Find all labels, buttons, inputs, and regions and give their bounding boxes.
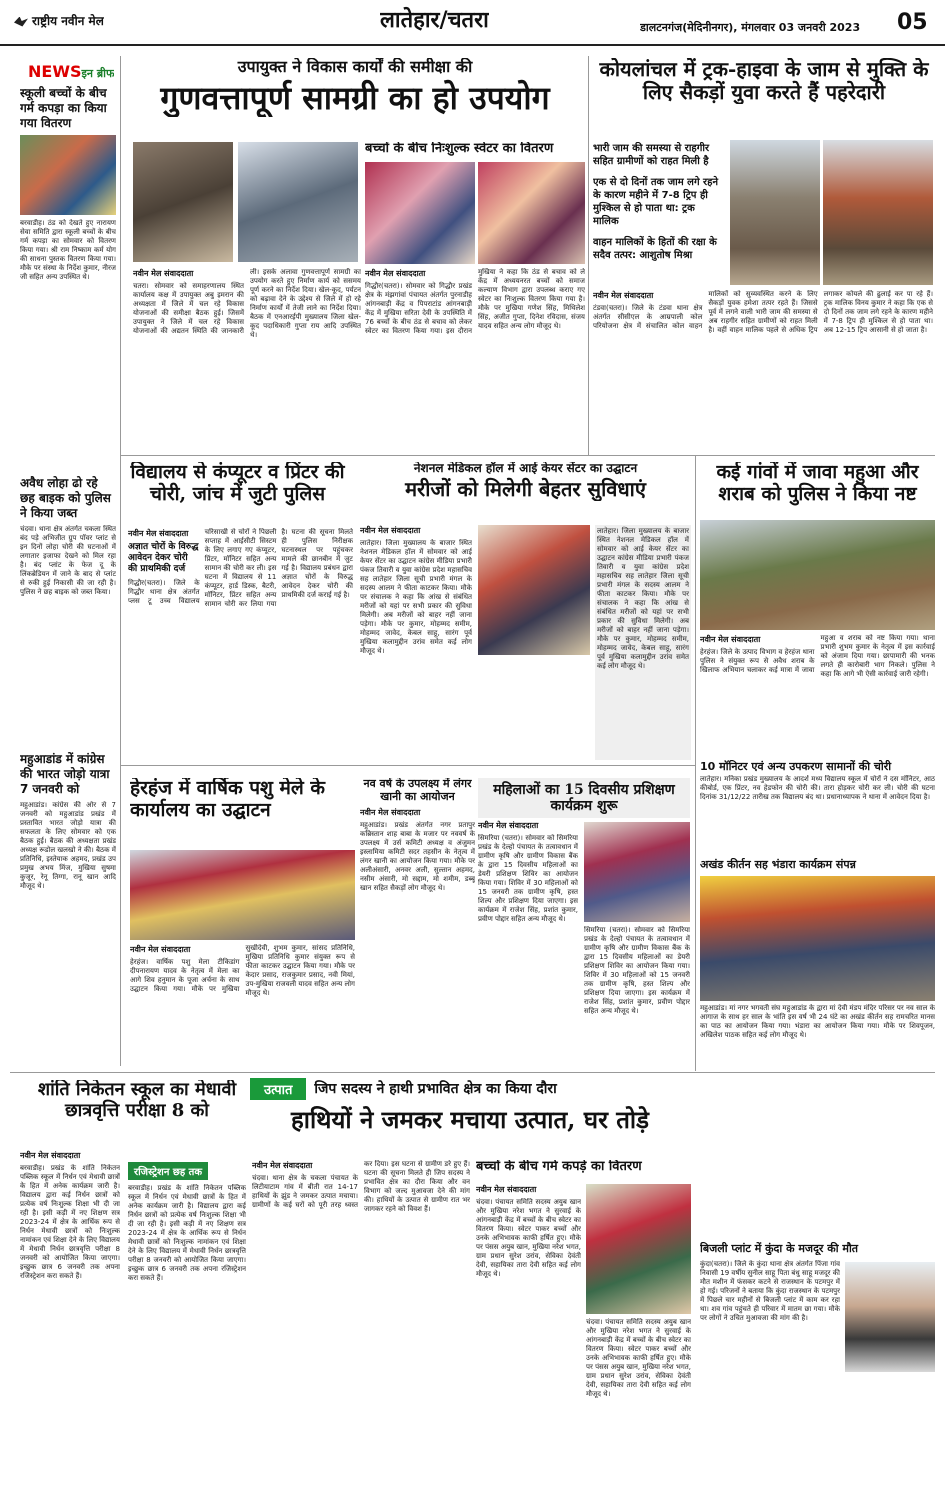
sweater-photo	[365, 162, 475, 264]
lead-text	[133, 268, 361, 448]
sweater-byline: नवीन मेल संवाददाता	[365, 269, 426, 278]
women-story	[478, 778, 690, 818]
warm-photo	[586, 1184, 691, 1314]
brief-photo	[20, 135, 116, 215]
brief-item	[20, 476, 116, 755]
warm-byline: नवीन मेल संवाददाता	[476, 1185, 537, 1194]
sweater-text	[365, 268, 585, 448]
truck-subheads	[593, 142, 723, 262]
elephant-kicker: जिप सदस्य ने हाथी प्रभावित क्षेत्र का किया दौरा	[314, 1080, 557, 1097]
lead-headline: गुणवत्तापूर्ण सामग्री का हो उपयोग	[160, 79, 550, 118]
divider	[120, 765, 695, 766]
cattle-story	[130, 778, 340, 822]
divider	[10, 1072, 935, 1073]
brief-headline: स्कूली बच्चों के बीच गर्म कपड़ा का किया गया वितरण	[20, 86, 107, 130]
warm-body-cont: चंदवा। पंचायत समिति सदस्य अयुब खान और मुखिया नरेश भगत ने सुरवाई के आंगनबाड़ी केंद्र में बच्चों के बीच स्वेटर का वितरण किया। स्वेटर पाकर बच्चों और उनके अभिभावक काफी हर्षित हुए। मौके पर पंसस अयुब खान, मुखिया नरेश भगत, ग्राम प्रधान सुरेश उरांव, सेविका देवंती देवी, सहायिका तारा देवी सहित कई लोग मौजूद थे।	[586, 1318, 691, 1398]
theft-story	[125, 462, 350, 506]
care-headline: मरीजों को मिलेगी बेहतर सुविधाएं	[405, 476, 646, 501]
divider	[588, 56, 589, 456]
warm-text	[476, 1184, 581, 1474]
liquor-headline: कई गांवों में जावा महुआ और शराब को पुलिस ने किया नष्ट	[716, 462, 919, 505]
warm-body: चंदवा। पंचायत समिति सदस्य अयुब खान और मुखिया नरेश भगत ने सुरवाई के आंगनबाड़ी केंद्र में बच्चों के बीच स्वेटर का वितरण किया। स्वेटर पाकर बच्चों और उनके अभिभावक काफी हर्षित हुए। मौके पर पंसस अयुब खान, मुखिया नरेश भगत, ग्राम प्रधान सुरेश उरांव, सेविका देवंती देवी, सहायिका तारा देवी सहित कई लोग मौजूद थे।	[476, 1198, 581, 1278]
liquor-text	[700, 634, 935, 754]
divider	[120, 455, 935, 456]
death-headline: बिजली प्लांट में कुंदा के मजदूर की मौत	[700, 1242, 859, 1255]
women-text-2	[584, 926, 690, 1066]
sweater-headline: बच्चों के बीच निःशुल्क स्वेटर का वितरण	[365, 142, 554, 156]
kirtan-headline: अखंड कीर्तन सह भंडारा कार्यक्रम संपन्न	[700, 858, 856, 871]
scholarship-byline: नवीन मेल संवाददाता	[20, 1151, 81, 1160]
care-story	[358, 462, 693, 501]
warm-clothes-story	[476, 1160, 691, 1175]
langar-byline: नवीन मेल संवाददाता	[360, 808, 421, 818]
elephant-headline: हाथियों ने जमकर मचाया उत्पात, घर तोड़े	[291, 1105, 649, 1134]
care-body: लातेहार। जिला मुख्यालय के बाजार स्थित नेशनल मेडिकल हॉल में सोमवार को आई केयर सेंटर का उद्घाटन कांग्रेस मीडिया प्रभारी पंकज तिवारी व युवा कांग्रेस प्रदेश महासचिव सह लातेहार जिला सूची प्रभारी मंगल के सदस्य आलम ने फीता काटकर किया। मौके पर संचालक ने कहा कि आंख से संबंधित मरीजों को यहां पर सभी प्रकार की सुविधा मिलेगी। अब मरीजों को बाहर नहीं जाना पड़ेगा। मौके पर कुमार, मोहम्मद समीम, मोहम्मद जावेद, केबल साहू, सारंग पूर्व मुखिया कलामुद्दीन उरांव समेत कई लोग मौजूद थे।	[360, 539, 472, 655]
lead-byline: नवीन मेल संवाददाता	[133, 269, 194, 278]
care-text-1	[360, 525, 472, 760]
cattle-photo	[130, 850, 355, 940]
liquor-body: हेरहंज। जिले के उत्पाद विभाग व हेरहंज थाना पुलिस ने संयुक्त रूप से अवैध शराब के खिलाफ अभियान चलाकर कई मात्रा में जावा महुआ व शराब को नष्ट किया गया। थाना प्रभारी शुभम कुमार के नेतृत्व में इस कार्रवाई को अंजाम दिया गया। छापामारी की भनक लगते ही कारोबारी भाग निकले। पुलिस ने कहा कि आगे भी ऐसी कार्रवाई जारी रहेगी।	[700, 634, 935, 678]
elephant-byline: नवीन मेल संवाददाता	[252, 1161, 313, 1170]
liquor-photo	[700, 520, 935, 630]
brief-item	[20, 86, 116, 399]
scholarship-text	[20, 1150, 120, 1475]
theft-subhead: अज्ञात चोरों के विरुद्ध आवेदन देकर चोरी की प्राथमिकी दर्ज	[128, 542, 199, 574]
brief-body: बरवाडीह। ठंड को देखते हुए नारायण सेवा समिति द्वारा स्कूली बच्चों के बीच गर्म कपड़ा का सोमवार को वितरण किया गया। श्री राम निष्काम कर्म योग की साधना पुस्तक वितरण किया गया। मौके पर संस्था के निर्देश कुमार, नीरज जी सहित अन्य उपस्थित थे।	[20, 219, 116, 281]
page-number: 05	[897, 10, 928, 35]
care-photo	[478, 525, 590, 655]
cattle-text	[130, 944, 355, 1066]
sweater-story	[365, 142, 585, 157]
brief-body: चंदवा। थाना क्षेत्र अंतर्गत चकला स्थित बंद पड़े अभिजीत ग्रुप पॉवर प्लांट से इन दिनों लोहा चोरी की घटनाओं में लगातार इजाफा देखने को मिल रहा है। बंद प्लांट के फेज दू के लिंकब्रेडियन में जाने के बाद से प्लांट से रुकी हुई निकासी की जा रही है। पुलिस ने छह बाइक को जब्त किया।	[20, 525, 116, 596]
truck-sub3: वाहन मालिकों के हितों की रक्षा के सदैव तत्पर: आशुतोष मिश्रा	[593, 237, 717, 261]
truck-photo	[730, 140, 820, 285]
scholarship-body: बरवाडीह। प्रखंड के शांति निकेतन पब्लिक स्कूल में निर्धन एवं मेधावी छात्रों के हित में अनेक कार्यक्रम जारी है। विद्यालय द्वारा कई निर्धन छात्रों को प्रत्येक वर्ष निःशुल्क शिक्षा भी दी जा रही है। इसी कड़ी में नए शिक्षण सत्र 2023-24 में क्षेत्र के आर्थिक रूप से निर्धन मेधावी छात्रों को निःशुल्क नामांकन एवं शिक्षा देने के लिए विद्यालय में मेधावी निर्धन छात्रवृत्ति परीक्षा 8 जनवरी को आयोजित किया जाएगा। इच्छुक छात्र 6 जनवरी तक अपना रजिस्ट्रेशन करा सकते हैं।	[20, 1164, 120, 1280]
care-byline: नवीन मेल संवाददाता	[360, 526, 421, 535]
kirtan-body: महुआडांड। मां नगर भगवती संघ महुआडांड के द्वारा मां देवी मंडप मंदिर परिसर पर नव साल के आगाज के साथ हर साल के भांति इस वर्ष भी 24 घंटे का अखंड कीर्तन सह रामचरित मानस का पाठ का आयोजन किया गया। भंडारा का आयोजन किया गया। मौके पर शिवपूजन, अखिलेश पाठक सहित कई लोग मौजूद थे।	[700, 1004, 935, 1039]
monitor-brief	[700, 760, 935, 865]
care-kicker: नेशनल मेडिकल हॉल में आई केयर सेंटर का उद्घाटन	[413, 462, 638, 475]
elephant-story	[250, 1078, 690, 1134]
divider	[120, 56, 121, 1066]
truck-headline: कोयलांचल में ट्रक-हाइवा के जाम से मुक्ति के लिए सैकड़ों युवा करते हैं पहरेदारी	[599, 58, 929, 104]
brand-logo	[14, 12, 104, 29]
death-body: कुंदा(चतरा)। जिले के कुंदा थाना क्षेत्र अंतर्गत पिंजा गांव निवासी 19 वर्षीय सुनील साहू पिता बंधु साहू मजदूर की मौत मशीन में फंसकर कटने से राजस्थान के पटमपुर में हो गई। परिजनों ने बताया कि कुंदा राजस्थान के पटमपुर में पिछले चार महीनों से बिजली प्लांट में काम कर रहा था। शव गांव पहुंचते ही परिवार में मातम छा गया। मौके पर लोगों ने उचित मुआवजा की मांग की है।	[700, 1260, 840, 1322]
theft-headline: विद्यालय से कंप्यूटर व प्रिंटर की चोरी, जांच में जुटी पुलिस	[130, 462, 345, 505]
divider	[695, 456, 696, 1071]
theft-text	[128, 528, 353, 760]
dateline: डालटनगंज(मेदिनीनगर), मंगलवार 03 जनवरी 2023	[640, 21, 861, 34]
theft-body: गिद्धौर(चतरा)। जिले के गिद्धौर थाना क्षेत्र अंतर्गत प्लस टू उच्च विद्यालय चरिसाखी से चोरों ने पिछली सप्ताह में आईसीटी सिस्टम के लिए लगाए गए कंप्यूटर, प्रिंटर, मॉनिटर सहित अन्य सामान की चोरी कर ली। इस घटना में विद्यालय से 11 कंप्यूटर, हार्ड डिस्क, बैटरी, मॉनिटर, प्रिंटर सहित अन्य सामान चोरी कर लिया गया है। घटना की सूचना मिलते ही पुलिस निरीक्षक घटनास्थल पर पहुंचकर मामले की छानबीन में जुट गई है। विद्यालय प्रबंधन द्वारा अज्ञात चोरों के विरुद्ध आवेदन देकर चोरी की प्राथमिकी दर्ज कराई गई है।	[128, 528, 353, 608]
monitor-headline: 10 मॉनिटर एवं अन्य उपकरण सामानों की चोरी	[700, 760, 892, 773]
liquor-story	[700, 462, 935, 506]
women-body: सिमरिया (चतरा)। सोमवार को सिमरिया प्रखंड के देल्हो पंचायत के तत्वावधान में ग्रामीण कृषि और ग्रामीण विकास बैंक के द्वारा 15 दिवसीय महिलाओं का डेयरी प्रशिक्षण शिविर का आयोजन किया गया। शिविर में 30 महिलाओं को 15 जनवरी तक ग्रामीण कृषि, हस्त शिल्प और प्रशिक्षण दिया जाएगा। इस कार्यक्रम में राजेश सिंह, प्रशांत कुमार, प्रवीण पोद्दार सहित अन्य मौजूद थे।	[478, 834, 578, 923]
langar-body: महुआडांड। प्रखंड अंतर्गत नगर प्रतापुर कब्रिस्तान शाह बाबा के मजार पर नववर्ष के उपलक्ष्य में उर्स कमिटी अध्यक्ष व अंजुमन इस्लामिया कमिटी सदर तहसीन के नेतृत्व में लंगर खानी का आयोजन किया गया। मौके पर अलीअंसारी, अनवर अली, सुल्तान अहमद, नसीम अंसारी, मो सद्दाम, मो शमीम, डब्बू खान सहित सैकड़ों लोग मौजूद थे।	[360, 821, 475, 893]
lead-story	[125, 58, 585, 117]
kirtan-photo	[700, 876, 935, 1001]
women-photo	[584, 822, 690, 922]
warm-headline: बच्चों के बीच गर्म कपड़े का वितरण	[476, 1160, 642, 1174]
brief-logo-text: इन ब्रीफ	[81, 67, 115, 80]
scholarship-tag: रजिस्ट्रेशन छह तक	[128, 1162, 208, 1180]
monitor-body: लातेहार। मनिका प्रखंड मुख्यालय के आदर्श मध्य विद्यालय स्कूल में चोरों ने दस मॉनिटर, आठ कीबोर्ड, एक प्रिंटर, नव हेडफोन की चोरी की। तारा होड़कर चोरी कर ली। चोरी की घटना दिनांक 31/12/22 तारीख तक विद्यालय बंद था। प्रधानाध्यापक ने थाना में आवेदन दिया है।	[700, 775, 935, 801]
brief-headline: अवैध लोहा ढो रहे छह बाइक को पुलिस ने किया जब्त	[20, 476, 111, 520]
care-body-cont: लातेहार। जिला मुख्यालय के बाजार स्थित नेशनल मेडिकल हॉल में सोमवार को आई केयर सेंटर का उद्घाटन कांग्रेस मीडिया प्रभारी पंकज तिवारी व युवा कांग्रेस प्रदेश महासचिव सह लातेहार जिला सूची प्रभारी मंगल के सदस्य आलम ने फीता काटकर किया। मौके पर संचालक ने कहा कि आंख से संबंधित मरीजों को यहां पर सभी प्रकार की सुविधा मिलेगी। अब मरीजों को बाहर नहीं जाना पड़ेगा। मौके पर कुमार, मोहम्मद समीम, मोहम्मद जावेद, केबल साहू, सारंग पूर्व मुखिया कलामुद्दीन उरांव समेत कई लोग मौजूद थे।	[597, 527, 689, 670]
brand-name: राष्ट्रीय नवीन मेल	[32, 14, 104, 28]
meeting-photo	[238, 142, 358, 262]
langar-headline: नव वर्ष के उपलक्ष्य में लंगर खानी का आयोजन	[363, 778, 472, 803]
women-byline: नवीन मेल संवाददाता	[478, 821, 539, 830]
masthead	[0, 0, 945, 46]
care-text-2	[595, 525, 691, 760]
scholarship-story	[28, 1080, 246, 1121]
kirtan-text	[700, 1004, 935, 1068]
bird-icon	[14, 17, 28, 27]
truck-photo	[823, 140, 933, 285]
cattle-byline: नवीन मेल संवाददाता	[130, 945, 191, 954]
sweater-photo	[478, 162, 585, 264]
death-text	[700, 1260, 840, 1475]
women-headline: महिलाओं का 15 दिवसीय प्रशिक्षण कार्यक्रम शुरू	[493, 782, 675, 815]
truck-story	[593, 58, 935, 104]
cattle-body: हेरहंज। वार्षिक पशु मेला टीकिडांग दीपनारायण यादव के नेतृत्व में मेला का आगे शिव हनुमान के पूजा अर्चना के साथ उद्घाटन किया गया। मौके पर मुखिया सुखीदेवी, शुभम कुमार, सांसद प्रतिनिधि, मुखिया प्रतिनिधि कुमार संयुक्त रूप से फीता काटकर उद्घाटन किया गया। मौके पर केदार प्रसाद, राजकुमार प्रसाद, नवी मियां, उप-मुखिया राजवली यादव सहित अन्य लोग मौजूद थे।	[130, 944, 355, 997]
liquor-byline: नवीन मेल संवाददाता	[700, 635, 761, 644]
lead-body: चतरा। सोमवार को समाहरणालय स्थित कार्यालय कक्ष में उपायुक्त अबु इमरान की अध्यक्षता में जिले में चल रहे विकास योजनाओं की समीक्षा बैठक हुई। जिसमें उपायुक्त ने जिले में चल रहे विकास योजनाओं की अद्यतन स्थिति की जानकारी ली। इसके अलावा गुणवत्तापूर्ण सामग्री का उपयोग करते हुए निर्माण कार्य को ससमय पूर्ण करने का निर्देश दिया। खेल-कूद, पर्यटन को बढ़ावा देने के उद्देश्य से जिले में हो रहे निर्माण कार्यों में तेजी लाने का निर्देश दिया। बैठक में एनआरईपी मुख्यालय जिला खेल-कूद पदाधिकारी गुप्ता राय आदि उपस्थित थे।	[133, 268, 361, 339]
truck-sub1: भारी जाम की समस्या से राहगीर सहित ग्रामीणों को राहत मिली है	[593, 143, 710, 167]
women-text	[478, 820, 578, 1065]
theft-byline: नवीन मेल संवाददाता	[128, 529, 189, 538]
brief-item	[20, 752, 116, 1051]
elephant-tag: उत्पात	[250, 1078, 306, 1100]
elephant-body: चंदवा। थाना क्षेत्र के चकला पंचायत के लिटीयाटाम गांव में बीती रात 14-17 हाथियों के झुंड ने जमकर उत्पात मचाया। ग्रामीणों के कई घरों को पूरी तरह ध्वस्त कर दिया। इस घटना से ग्रामीण डरे हुए हैं। घटना की सूचना मिलते ही जिप सदस्य ने प्रभावित क्षेत्र का दौरा किया और वन विभाग को जल्द मुआवजा देने की मांग की। हाथियों के उत्पात से ग्रामीण रात भर जागकर रहने को विवश हैं।	[252, 1160, 470, 1213]
sweater-body: गिद्धौर(चतरा)। सोमवार को गिद्धौर प्रखंड क्षेत्र के मंझगांवां पंचायत अंतर्गत पुरनाडीह आंगनबाड़ी केंद्र व पिपराटांड आंगनबाड़ी केंद्र में मुखिया सरिता देवी के उपस्थिति में 76 बच्चों के बीच ठंड से बचाव को लेकर स्वेटर का वितरण किया गया। इस दौरान मुखिया ने कहा कि ठंड से बचाव को ले केंद्र में अध्ययनरत बच्चों को समाज कल्याण विभाग द्वारा उपलब्ध कराए गए स्वेटर का निःशुल्क वितरण किया गया है। मौके पर मुखिया गणेश सिंह, मिथिलेश सिंह, अजीत गुप्ता, दिनेश रविदास, संजय यादव सहित अन्य लोग मौजूद थे।	[365, 268, 585, 335]
scholarship-body-cont: बरवाडीह। प्रखंड के शांति निकेतन पब्लिक स्कूल में निर्धन एवं मेधावी छात्रों के हित में अनेक कार्यक्रम जारी है। विद्यालय द्वारा कई निर्धन छात्रों को प्रत्येक वर्ष निःशुल्क शिक्षा भी दी जा रही है। इसी कड़ी में नए शिक्षण सत्र 2023-24 में क्षेत्र के आर्थिक रूप से निर्धन मेधावी छात्रों को निःशुल्क नामांकन एवं शिक्षा देने के लिए विद्यालय में मेधावी निर्धन छात्रवृत्ति परीक्षा 8 जनवरी को आयोजित किया जाएगा। इच्छुक छात्र 6 जनवरी तक अपना रजिस्ट्रेशन करा सकते हैं।	[128, 1184, 246, 1282]
truck-byline: नवीन मेल संवाददाता	[593, 291, 654, 300]
truck-text	[593, 290, 933, 450]
news-brief-logo	[28, 62, 114, 81]
lead-kicker: उपायुक्त ने विकास कार्यों की समीक्षा की	[237, 58, 473, 76]
brief-body: महुआडांड। कांग्रेस की ओर से 7 जनवरी को महुआडांड प्रखंड में प्रस्तावित भारत जोड़ो यात्रा की सफलता के लिए सोमवार को एक बैठक हुई। बैठक की अध्यक्षता प्रखंड अध्यक्ष रूडोल खलखो ने की। बैठक में प्रतिनिधि, इस्तेयाक अहमद, प्रखंड उप प्रमुख अभय मिंज, मुखिया सुषमा कुजूर, रेनू तिग्गा, रानू खान आदि मौजूद थे।	[20, 801, 116, 890]
warm-text-2	[586, 1318, 691, 1474]
portrait-photo	[845, 1262, 935, 1372]
death-story	[700, 1242, 935, 1255]
meeting-photo	[133, 142, 233, 262]
langar-story	[360, 778, 475, 1041]
kirtan-story	[700, 858, 935, 871]
truck-sub2: एक से दो दिनों तक जाम लगे रहने के कारण महीने में 7-8 ट्रिप ही मुश्किल से हो पाता था: ट्रक मालिक	[593, 177, 719, 227]
scholarship-text-2	[128, 1160, 246, 1475]
elephant-text	[252, 1160, 470, 1475]
brief-headline: महुआडांड में कांग्रेस की भारत जोड़ो यात्रा 7 जनवरी को	[20, 752, 110, 796]
news-logo-text: NEWS	[28, 62, 82, 81]
women-body-cont: सिमरिया (चतरा)। सोमवार को सिमरिया प्रखंड के देल्हो पंचायत के तत्वावधान में ग्रामीण कृषि और ग्रामीण विकास बैंक के द्वारा 15 दिवसीय महिलाओं का डेयरी प्रशिक्षण शिविर का आयोजन किया गया। शिविर में 30 महिलाओं को 15 जनवरी तक ग्रामीण कृषि, हस्त शिल्प और प्रशिक्षण दिया जाएगा। इस कार्यक्रम में राजेश सिंह, प्रशांत कुमार, प्रवीण पोद्दार सहित अन्य मौजूद थे।	[584, 926, 690, 1015]
truck-body: टंडवा(चतरा)। जिले के टंडवा थाना क्षेत्र अंतर्गत सीसीएल के आम्रपाली कोल परियोजना क्षेत्र में संचालित कोल वाहन मालिकों को सुव्यवस्थित करने के लिए सैकड़ों युवक हमेशा तत्पर रहते हैं। जिससे पूर्व में लगने वाली भारी जाम की समस्या से अब राहगीर सहित ग्रामीणों को राहत मिली है। वहीं वाहन मालिक पहले से अधिक ट्रिप लगाकर कोयले की ढुलाई कर पा रहे हैं। ट्रक मालिक विनय कुमार ने कहा कि एक से दो दिनों तक जाम लगे रहने के कारण महीने में 7-8 ट्रिप ही मुश्किल से हो पाता था। अब 12-15 ट्रिप आसानी से हो जाता है।	[593, 290, 933, 334]
cattle-headline: हेरहंज में वार्षिक पशु मेले के कार्यालय का उद्घाटन	[130, 778, 326, 821]
scholarship-headline: शांति निकेतन स्कूल का मेधावी छात्रवृत्ति परीक्षा 8 को	[37, 1080, 237, 1121]
section-title: लातेहार/चतरा	[380, 7, 489, 33]
